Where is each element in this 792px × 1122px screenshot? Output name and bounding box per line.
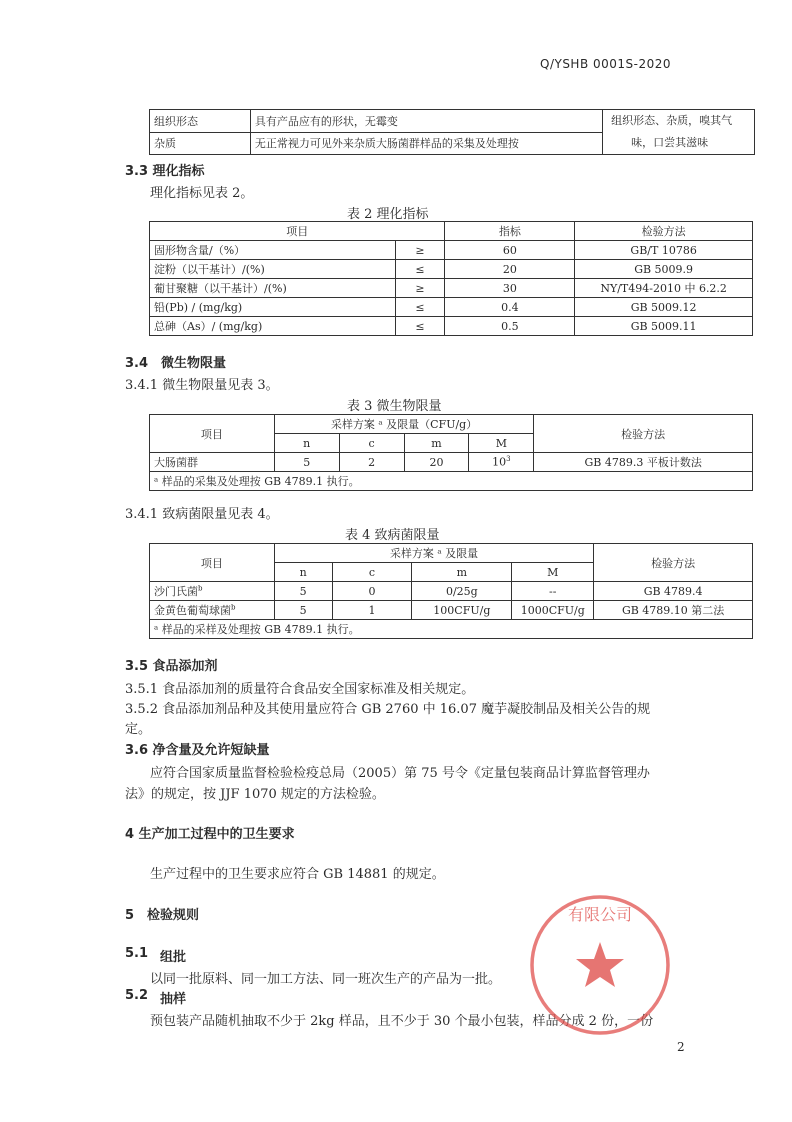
table1-method-line2: 味，口尝其滋味 (631, 136, 709, 149)
table2-header-item: 项目 (150, 222, 445, 241)
table1-req: 具有产品应有的形状，无霉变 (250, 110, 602, 133)
table4-item-label: 沙门氏菌 (154, 585, 198, 598)
table3-method: GB 4789.3 平板计数法 (534, 453, 753, 472)
table4-sub-m: m (412, 563, 512, 582)
section-4-title: 4 生产加工过程中的卫生要求 (125, 827, 295, 842)
table1-req: 无正常视力可见外来杂质大肠菌群样品的采集及处理按 (250, 132, 602, 155)
table2-symbol: ≥ (395, 241, 445, 260)
table2-caption: 表 2 理化指标 (347, 207, 429, 222)
table2-method: GB/T 10786 (575, 241, 753, 260)
table1-item: 组织形态 (150, 110, 251, 133)
table4-method: GB 4789.4 (594, 582, 753, 601)
table4-c: 1 (332, 601, 412, 620)
table4-item-label: 金黄色葡萄球菌 (154, 604, 231, 617)
table3-caption: 表 3 微生物限量 (347, 399, 442, 414)
table1-item: 杂质 (150, 132, 251, 155)
section-5-2-number: 5.2 (125, 988, 149, 1003)
table4-header-method: 检验方法 (594, 544, 753, 582)
table2-item: 葡甘聚糖（以干基计）/(%) (150, 279, 396, 298)
table4-item (150, 601, 275, 620)
table2-value: 0.4 (445, 298, 575, 317)
physicochemical-table (149, 221, 753, 336)
table3-header-item: 项目 (150, 415, 275, 453)
section-3-6-title: 3.6 净含量及允许短缺量 (125, 743, 270, 758)
table3-c: 2 (339, 453, 404, 472)
table3-M-exponent: 3 (506, 455, 511, 464)
section-3-5-2-line1: 3.5.2 食品添加剂品种及其使用量应符合 GB 2760 中 16.07 魔芋凝胶制品及相关公告的规 (125, 702, 651, 717)
table2-symbol: ≤ (395, 260, 445, 279)
table3-note: ᵃ 样品的采集及处理按 GB 4789.1 执行。 (150, 472, 753, 491)
table3-header-method: 检验方法 (534, 415, 753, 453)
table4-method: GB 4789.10 第二法 (594, 601, 753, 620)
table4-sub-M: M (512, 563, 594, 582)
table2-value: 20 (445, 260, 575, 279)
page-number: 2 (677, 1040, 685, 1054)
table4-item-sup: b (198, 584, 203, 593)
section-3-4-1-pathogen-text: 3.4.1 致病菌限量见表 4。 (125, 507, 279, 522)
table2-method: NY/T494-2010 中 6.2.2 (575, 279, 753, 298)
table-row (150, 279, 753, 298)
section-5-1-title: 组批 (160, 950, 187, 965)
section-4-text: 生产过程中的卫生要求应符合 GB 14881 的规定。 (150, 867, 445, 882)
table4-m: 0/25g (412, 582, 512, 601)
section-3-6-line2: 法》的规定，按 JJF 1070 规定的方法检验。 (125, 787, 385, 802)
table3-sub-c: c (339, 434, 404, 453)
table-row (150, 453, 753, 472)
section-3-3-text: 理化指标见表 2。 (150, 186, 254, 201)
table2-symbol: ≥ (395, 279, 445, 298)
table-row (150, 241, 753, 260)
table2-value: 0.5 (445, 317, 575, 336)
table1-method-line1: 组织形态、杂质，嗅其气 (611, 114, 733, 127)
table2-method: GB 5009.12 (575, 298, 753, 317)
table4-n: 5 (274, 582, 332, 601)
table3-M (469, 453, 534, 472)
table2-item: 总砷（As）/ (mg/kg) (150, 317, 396, 336)
table-row (150, 298, 753, 317)
seal-star (576, 942, 624, 987)
section-5-2-text: 预包装产品随机抽取不少于 2kg 样品，且不少于 30 个最小包装，样品分成 2 份，一份 (150, 1014, 654, 1029)
table4-n: 5 (274, 601, 332, 620)
table3-sub-M: M (469, 434, 534, 453)
table4-c: 0 (332, 582, 412, 601)
table2-item: 固形物含量/（%） (150, 241, 396, 260)
company-seal-stamp (525, 890, 675, 1040)
table4-header-item: 项目 (150, 544, 275, 582)
section-5-title: 5 检验规则 (125, 908, 200, 923)
table3-m: 20 (404, 453, 469, 472)
table-row (150, 582, 753, 601)
table-row (150, 601, 753, 620)
table2-method: GB 5009.11 (575, 317, 753, 336)
table4-item (150, 582, 275, 601)
table4-M: -- (512, 582, 594, 601)
table2-header-method: 检验方法 (575, 222, 753, 241)
table4-sub-c: c (332, 563, 412, 582)
table2-symbol: ≤ (395, 317, 445, 336)
table3-sub-m: m (404, 434, 469, 453)
sensory-table-continued (149, 109, 755, 155)
section-5-1-number: 5.1 (125, 946, 149, 961)
standard-code: Q/YSHB 0001S-2020 (540, 57, 672, 71)
table3-item: 大肠菌群 (150, 453, 275, 472)
table4-note: ᵃ 样品的采样及处理按 GB 4789.1 执行。 (150, 620, 753, 639)
table1-method (603, 110, 755, 155)
table3-header-plan: 采样方案 ᵃ 及限量（CFU/g） (274, 415, 534, 434)
table2-method: GB 5009.9 (575, 260, 753, 279)
table2-value: 30 (445, 279, 575, 298)
table2-item: 铅(Pb) / (mg/kg) (150, 298, 396, 317)
table4-item-sup: b (231, 603, 236, 612)
section-3-5-title: 3.5 食品添加剂 (125, 659, 218, 674)
microbial-table (149, 414, 753, 491)
table3-M-base: 10 (492, 455, 507, 469)
table2-item: 淀粉（以干基计）/(%) (150, 260, 396, 279)
table-row (150, 260, 753, 279)
section-3-4-1-text: 3.4.1 微生物限量见表 3。 (125, 378, 279, 393)
section-5-1-text: 以同一批原料、同一加工方法、同一班次生产的产品为一批。 (150, 972, 502, 987)
table4-M: 1000CFU/g (512, 601, 594, 620)
section-3-6-line1: 应符合国家质量监督检验检疫总局（2005）第 75 号令《定量包装商品计算监督管理办 (150, 766, 650, 781)
table-row (150, 317, 753, 336)
section-5-2-title: 抽样 (160, 992, 187, 1007)
pathogen-table (149, 543, 753, 639)
table4-header-plan: 采样方案 ᵃ 及限量 (274, 544, 594, 563)
table2-header-value: 指标 (445, 222, 575, 241)
section-3-5-2-line2: 定。 (125, 722, 152, 737)
section-3-4-title: 3.4 微生物限量 (125, 356, 227, 371)
table3-n: 5 (274, 453, 339, 472)
seal-text: 有限公司 (567, 905, 633, 924)
table4-caption: 表 4 致病菌限量 (345, 528, 440, 543)
table4-m: 100CFU/g (412, 601, 512, 620)
table2-symbol: ≤ (395, 298, 445, 317)
table3-sub-n: n (274, 434, 339, 453)
section-3-3-title: 3.3 理化指标 (125, 164, 205, 179)
section-3-5-1-text: 3.5.1 食品添加剂的质量符合食品安全国家标准及相关规定。 (125, 682, 475, 697)
table4-sub-n: n (274, 563, 332, 582)
table2-value: 60 (445, 241, 575, 260)
